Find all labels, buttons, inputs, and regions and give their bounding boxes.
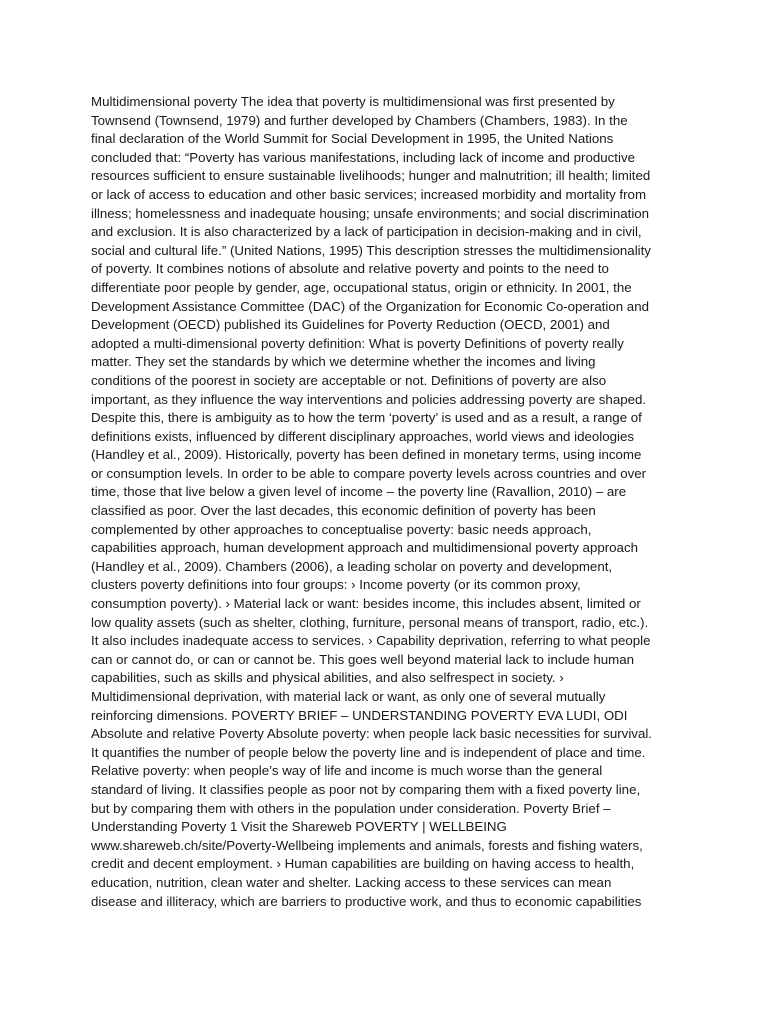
text-line: Development Assistance Committee (DAC) of the Organization for Economic Co-operation and [91,298,649,314]
text-line: Townsend (Townsend, 1979) and further developed by Chambers (Chambers, 1983). In the [91,112,628,128]
text-line: of poverty. It combines notions of absolute and relative poverty and points to the need to [91,261,609,277]
text-line: final declaration of the World Summit for Social Development in 1995, the United Nations [91,131,614,147]
text-line: It also includes inadequate access to services. › Capability deprivation, referring to what people [91,633,651,649]
text-line: Multidimensional deprivation, with material lack or want, as only one of several mutually [91,689,606,704]
text-line: can or cannot do, or can or cannot be. This goes well beyond material lack to include human [91,651,635,667]
text-line: resources sufficient to ensure sustainable livelihoods; hunger and malnutrition; ill health; limited [91,168,651,184]
text-line: reinforcing dimensions. POVERTY BRIEF – UNDERSTANDING POVERTY EVA LUDI, ODI [91,707,628,723]
text-line: adopted a multi-dimensional poverty definition: What is poverty Definitions of poverty really [91,335,624,351]
text-line: It quantifies the number of people below the poverty line and is independent of place and time. [91,744,646,760]
text-line: Despite this, there is ambiguity as to how the term ‘poverty’ is used and as a result, a range of [91,410,642,426]
text-line: differentiate poor people by gender, age, occupational status, origin or ethnicity. In 2001, the [91,279,632,295]
text-line: low quality assets (such as shelter, clothing, furniture, personal means of transport, radio, etc.). [91,614,649,630]
text-line: capabilities, such as skills and physical abilities, and also selfrespect in society. › [91,670,564,686]
text-line: definitions exists, influenced by different disciplinary approaches, world views and ideologies [91,428,635,444]
text-line: but by comparing them with others in the population under consideration. Poverty Brief – [91,800,611,816]
text-line: Relative poverty: when people’s way of life and income is much worse than the general [91,763,603,779]
text-line: or lack of access to education and other basic services; increased morbidity and mortality from [91,186,647,202]
text-line: social and cultural life.” (United Nations, 1995) This description stresses the multidimensionality [91,242,651,258]
text-line: standard of living. It classifies people as poor not by comparing them with a fixed poverty line, [91,781,641,797]
text-line: Absolute and relative Poverty Absolute poverty: when people lack basic necessities for survival. [91,726,652,742]
text-line: (Handley et al., 2009). Chambers (2006), a leading scholar on poverty and development, [91,558,613,574]
text-line: classified as poor. Over the last decades, this economic definition of poverty has been [91,503,596,519]
text-line: and exclusion. It is also characterized by a lack of participation in decision-making and in civil, [91,224,642,240]
text-line: consumption poverty). › Material lack or want: besides income, this includes absent, limited or [91,596,641,612]
text-line: Development (OECD) published its Guidelines for Poverty Reduction (OECD, 2001) and [91,317,610,333]
text-line: Understanding Poverty 1 Visit the Shareweb POVERTY | WELLBEING [91,819,507,835]
text-line: disease and illiteracy, which are barriers to productive work, and thus to economic capabilities [91,893,642,909]
text-line: Multidimensional poverty The idea that poverty is multidimensional was first presented by [91,94,615,109]
text-line: www.shareweb.ch/site/Poverty-Wellbeing implements and animals, forests and fishing waters, [91,837,643,853]
text-line: concluded that: “Poverty has various manifestations, including lack of income and productive [91,149,635,165]
text-line: complemented by other approaches to conceptualise poverty: basic needs approach, [91,521,592,537]
text-line: conditions of the poorest in society are acceptable or not. Definitions of poverty are also [91,372,607,388]
text-line: important, as they influence the way interventions and policies addressing poverty are shaped. [91,391,647,407]
text-line: or consumption levels. In order to be able to compare poverty levels across countries and over [91,465,647,481]
text-line: clusters poverty definitions into four groups: › Income poverty (or its common proxy, [91,577,581,593]
text-line: credit and decent employment. › Human capabilities are building on having access to health, [91,856,635,872]
text-line: education, nutrition, clean water and shelter. Lacking access to these services can mean [91,874,612,890]
text-line: matter. They set the standards by which we determine whether the incomes and living [91,354,596,370]
text-line: (Handley et al., 2009). Historically, poverty has been defined in monetary terms, using income [91,447,642,463]
text-line: illness; homelessness and inadequate housing; unsafe environments; and social discrimination [91,205,650,221]
text-line: time, those that live below a given level of income – the poverty line (Ravallion, 2010) – are [91,484,627,500]
text-line: capabilities approach, human development approach and multidimensional poverty approach [91,540,638,556]
body-paragraph [91,93,731,911]
